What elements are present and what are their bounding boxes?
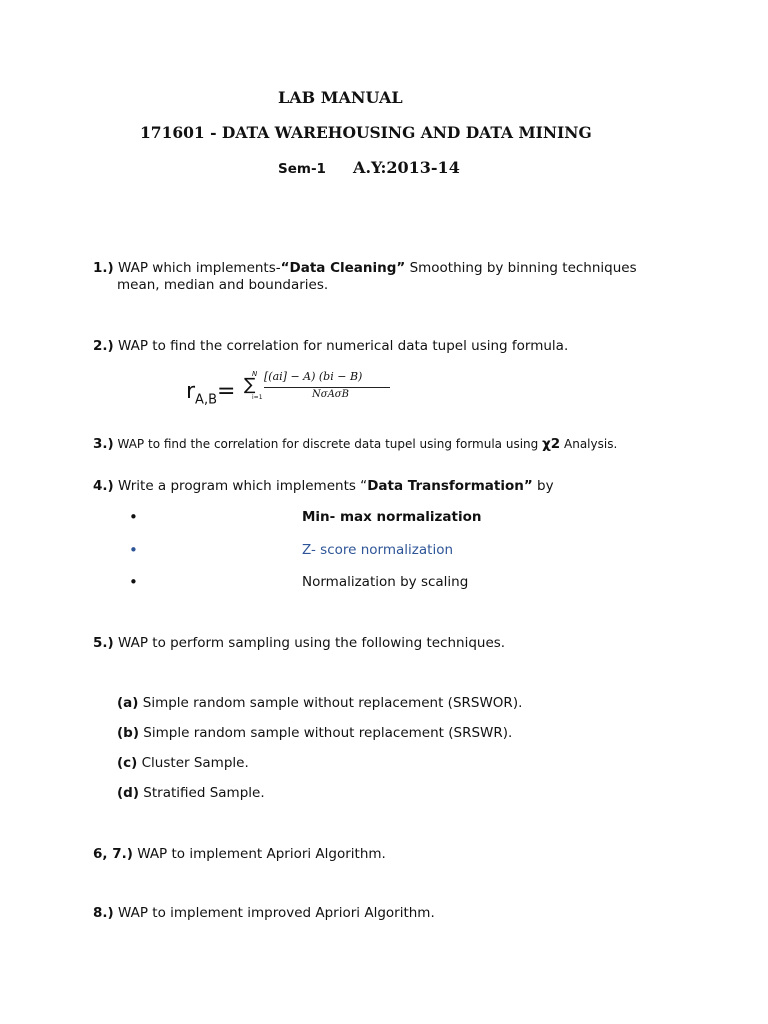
question-5 (93, 635, 505, 651)
formula-sum-upper: N (252, 370, 258, 378)
question-text: WAP to implement Apriori Algorithm. (132, 846, 386, 862)
question-number: 2.) (93, 338, 114, 354)
question-text: WAP to find the correlation for discrete data tupel using formula using (113, 437, 543, 451)
question-1 (93, 260, 637, 276)
formula-denominator: NσAσB (312, 389, 349, 400)
question-number: 5.) (93, 635, 114, 651)
question-text: WAP to perform sampling using the following techniques. (113, 635, 506, 651)
bullet-icon: • (129, 508, 138, 526)
question-text: Analysis. (560, 437, 618, 451)
question-3 (93, 436, 617, 452)
academic-year: A.Y:2013-14 (353, 158, 460, 177)
question-4 (93, 478, 554, 494)
formula-sum-lower: i=1 (252, 394, 263, 401)
list-item (117, 755, 249, 771)
list-item-text: Simple random sample without replacement (SRSWR). (139, 725, 513, 741)
formula-sum-symbol: ∑ (244, 375, 256, 395)
list-item-label: (c) (117, 755, 138, 771)
semester-line (278, 158, 460, 177)
list-item: Normalization by scaling (302, 574, 469, 590)
question-text: by (532, 478, 554, 494)
question-number: 6, 7.) (93, 846, 133, 862)
question-8 (93, 905, 435, 921)
question-text: WAP to implement improved Apriori Algorithm. (113, 905, 435, 921)
question-text: WAP to find the correlation for numerical data tupel using formula. (113, 338, 569, 354)
bullet-icon: • (129, 541, 138, 559)
list-item-text: Cluster Sample. (137, 755, 249, 771)
formula-equals: = (217, 379, 236, 404)
question-2 (93, 338, 568, 354)
list-item-text: Stratified Sample. (139, 785, 265, 801)
question-number: 4.) (93, 478, 114, 494)
question-text: Write a program which implements “ (113, 478, 368, 494)
question-number: 8.) (93, 905, 114, 921)
question-text: Smoothing by binning techniques (405, 260, 637, 276)
chi-square-symbol: χ2 (542, 436, 561, 452)
list-item (117, 785, 265, 801)
question-number: 1.) (93, 260, 114, 276)
question-number: 3.) (93, 436, 114, 452)
question-6-7 (93, 846, 386, 862)
list-item-text: Simple random sample without replacement (SRSWOR). (138, 695, 523, 711)
semester: Sem-1 (278, 161, 326, 177)
bullet-icon: • (129, 573, 138, 591)
question-1-line-2: mean, median and boundaries. (117, 277, 329, 293)
formula-subscript: A,B (195, 392, 217, 408)
list-item: Min- max normalization (302, 509, 482, 525)
correlation-formula (186, 368, 426, 408)
question-bold-term: “Data Cleaning” (280, 260, 406, 276)
question-bold-term: Data Transformation” (367, 478, 533, 494)
list-item-label: (b) (117, 725, 140, 741)
formula-numerator: [(ai] − A) (bi − B) (264, 370, 363, 383)
list-item (117, 725, 512, 741)
formula-r: $r_{A,B}=$ (186, 379, 236, 408)
formula-fraction-bar (264, 387, 390, 388)
question-text: WAP which implements- (113, 260, 281, 276)
course-title: 171601 - DATA WAREHOUSING AND DATA MINING (140, 123, 592, 142)
list-item-label: (a) (117, 695, 139, 711)
doc-title: LAB MANUAL (278, 88, 403, 107)
list-item: Z- score normalization (302, 542, 454, 558)
list-item-label: (d) (117, 785, 140, 801)
list-item (117, 695, 522, 711)
